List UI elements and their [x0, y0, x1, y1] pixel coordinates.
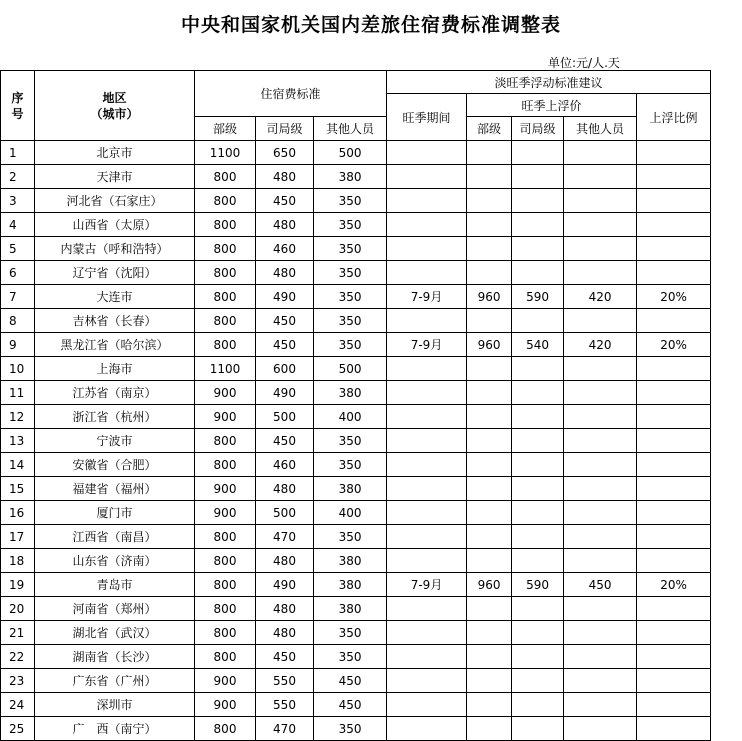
table-row: [1, 693, 711, 717]
cell-peak-bureau: 540: [512, 333, 564, 357]
table-row: [1, 285, 711, 309]
cell-peak-bureau: [512, 141, 564, 165]
cell-others: 350: [314, 621, 387, 645]
cell-others: 450: [314, 693, 387, 717]
cell-dept: 800: [195, 285, 256, 309]
cell-region: 宁波市: [35, 429, 195, 453]
cell-peak-dept: [467, 501, 512, 525]
cell-index: 9: [1, 333, 35, 357]
cell-region: 黑龙江省（哈尔滨）: [35, 333, 195, 357]
cell-ratio: [637, 141, 711, 165]
cell-bureau: 490: [256, 573, 314, 597]
cell-region: 江西省（南昌）: [35, 525, 195, 549]
cell-peak-dept: [467, 621, 512, 645]
cell-index: 11: [1, 381, 35, 405]
cell-peak-others: [564, 189, 637, 213]
cell-peak-period: [387, 213, 467, 237]
cell-dept: 800: [195, 309, 256, 333]
cell-peak-bureau: [512, 381, 564, 405]
cell-peak-dept: [467, 597, 512, 621]
cell-region: 厦门市: [35, 501, 195, 525]
cell-ratio: [637, 189, 711, 213]
table-row: [1, 237, 711, 261]
cell-dept: 900: [195, 405, 256, 429]
cell-ratio: [637, 309, 711, 333]
cell-region: 广东省（广州）: [35, 669, 195, 693]
header-dept: 部级: [195, 117, 256, 141]
cell-bureau: 450: [256, 309, 314, 333]
cell-peak-period: [387, 309, 467, 333]
cell-ratio: [637, 525, 711, 549]
cell-others: 350: [314, 429, 387, 453]
cell-index: 10: [1, 357, 35, 381]
cell-dept: 800: [195, 453, 256, 477]
cell-ratio: [637, 693, 711, 717]
cell-others: 350: [314, 333, 387, 357]
cell-region: 山东省（济南）: [35, 549, 195, 573]
header-ratio: 上浮比例: [637, 94, 711, 141]
cell-others: 350: [314, 645, 387, 669]
cell-peak-period: [387, 357, 467, 381]
cell-dept: 900: [195, 501, 256, 525]
cell-bureau: 550: [256, 669, 314, 693]
cell-dept: 800: [195, 429, 256, 453]
header-index: 序 号: [1, 71, 35, 141]
cell-peak-period: [387, 189, 467, 213]
cell-region: 辽宁省（沈阳）: [35, 261, 195, 285]
cell-others: 380: [314, 549, 387, 573]
cell-bureau: 470: [256, 525, 314, 549]
cell-index: 14: [1, 453, 35, 477]
header-peak-period: 旺季期间: [387, 94, 467, 141]
cell-region: 江苏省（南京）: [35, 381, 195, 405]
cell-peak-bureau: [512, 621, 564, 645]
cell-ratio: [637, 669, 711, 693]
cell-peak-period: [387, 645, 467, 669]
cell-ratio: 20%: [637, 285, 711, 309]
cell-region: 内蒙古（呼和浩特）: [35, 237, 195, 261]
table-row: [1, 717, 711, 741]
cell-peak-bureau: [512, 525, 564, 549]
cell-others: 380: [314, 165, 387, 189]
cell-peak-others: [564, 141, 637, 165]
cell-others: 350: [314, 309, 387, 333]
cell-peak-bureau: [512, 501, 564, 525]
cell-peak-dept: [467, 237, 512, 261]
cell-region: 大连市: [35, 285, 195, 309]
cell-ratio: [637, 597, 711, 621]
cell-peak-period: [387, 237, 467, 261]
cell-peak-period: 7-9月: [387, 285, 467, 309]
cell-peak-others: [564, 525, 637, 549]
cell-ratio: [637, 357, 711, 381]
cell-region: 深圳市: [35, 693, 195, 717]
cell-peak-dept: 960: [467, 285, 512, 309]
cell-peak-dept: 960: [467, 573, 512, 597]
table-row: [1, 189, 711, 213]
cell-peak-others: [564, 501, 637, 525]
cell-peak-others: [564, 549, 637, 573]
cell-index: 5: [1, 237, 35, 261]
page-title: 中央和国家机关国内差旅住宿费标准调整表: [180, 14, 561, 36]
cell-others: 400: [314, 405, 387, 429]
cell-bureau: 470: [256, 717, 314, 741]
cell-peak-dept: [467, 477, 512, 501]
cell-peak-others: [564, 405, 637, 429]
cell-others: 500: [314, 141, 387, 165]
cell-region: 吉林省（长春）: [35, 309, 195, 333]
cell-peak-bureau: [512, 165, 564, 189]
cell-bureau: 650: [256, 141, 314, 165]
cell-peak-dept: [467, 669, 512, 693]
cell-peak-period: 7-9月: [387, 333, 467, 357]
cell-dept: 800: [195, 165, 256, 189]
cell-ratio: [637, 213, 711, 237]
cell-bureau: 460: [256, 453, 314, 477]
cell-bureau: 490: [256, 381, 314, 405]
cell-peak-bureau: [512, 213, 564, 237]
cell-ratio: [637, 237, 711, 261]
cell-peak-period: [387, 381, 467, 405]
cell-peak-period: [387, 621, 467, 645]
cell-peak-others: [564, 453, 637, 477]
cell-peak-period: [387, 453, 467, 477]
cell-index: 7: [1, 285, 35, 309]
cell-peak-others: [564, 477, 637, 501]
cell-dept: 1100: [195, 141, 256, 165]
cell-peak-dept: [467, 645, 512, 669]
table-row: [1, 621, 711, 645]
cell-peak-others: [564, 261, 637, 285]
cell-peak-bureau: [512, 645, 564, 669]
cell-peak-dept: [467, 717, 512, 741]
cell-index: 20: [1, 597, 35, 621]
cell-dept: 1100: [195, 357, 256, 381]
cell-bureau: 480: [256, 597, 314, 621]
cell-region: 天津市: [35, 165, 195, 189]
cell-region: 青岛市: [35, 573, 195, 597]
table-row: [1, 405, 711, 429]
cell-peak-bureau: [512, 453, 564, 477]
cell-dept: 800: [195, 573, 256, 597]
cell-others: 350: [314, 717, 387, 741]
cell-dept: 800: [195, 597, 256, 621]
cell-peak-dept: [467, 405, 512, 429]
cell-peak-period: [387, 597, 467, 621]
cell-peak-bureau: [512, 357, 564, 381]
cell-dept: 800: [195, 645, 256, 669]
cell-index: 2: [1, 165, 35, 189]
cell-bureau: 450: [256, 333, 314, 357]
cell-index: 25: [1, 717, 35, 741]
cell-dept: 900: [195, 669, 256, 693]
cell-index: 12: [1, 405, 35, 429]
cell-ratio: [637, 165, 711, 189]
cell-bureau: 490: [256, 285, 314, 309]
table-row: [1, 261, 711, 285]
cell-ratio: [637, 381, 711, 405]
table-row: [1, 477, 711, 501]
cell-dept: 900: [195, 693, 256, 717]
cell-index: 19: [1, 573, 35, 597]
cell-ratio: [637, 261, 711, 285]
cell-index: 13: [1, 429, 35, 453]
table-row: [1, 549, 711, 573]
cell-dept: 900: [195, 477, 256, 501]
cell-ratio: [637, 453, 711, 477]
cell-peak-others: [564, 429, 637, 453]
cell-peak-dept: [467, 189, 512, 213]
cell-others: 350: [314, 525, 387, 549]
cell-bureau: 480: [256, 549, 314, 573]
cell-peak-dept: [467, 165, 512, 189]
table-row: [1, 165, 711, 189]
cell-ratio: [637, 645, 711, 669]
cell-dept: 800: [195, 525, 256, 549]
cell-peak-others: [564, 693, 637, 717]
cell-others: 380: [314, 381, 387, 405]
cell-bureau: 550: [256, 693, 314, 717]
cell-bureau: 600: [256, 357, 314, 381]
cell-region: 上海市: [35, 357, 195, 381]
cell-dept: 800: [195, 213, 256, 237]
cell-peak-period: [387, 549, 467, 573]
cell-index: 3: [1, 189, 35, 213]
cell-region: 湖南省（长沙）: [35, 645, 195, 669]
cell-peak-others: [564, 357, 637, 381]
cell-peak-bureau: [512, 261, 564, 285]
table-row: [1, 645, 711, 669]
cell-others: 350: [314, 453, 387, 477]
cell-peak-bureau: 590: [512, 285, 564, 309]
table-row: [1, 309, 711, 333]
cell-peak-period: [387, 693, 467, 717]
cell-peak-others: [564, 381, 637, 405]
cell-peak-others: [564, 669, 637, 693]
cell-ratio: 20%: [637, 573, 711, 597]
cell-index: 15: [1, 477, 35, 501]
cell-bureau: 480: [256, 621, 314, 645]
cell-others: 350: [314, 213, 387, 237]
cell-dept: 800: [195, 261, 256, 285]
cell-others: 380: [314, 477, 387, 501]
cell-others: 380: [314, 597, 387, 621]
header-peak-dept: 部级: [467, 117, 512, 141]
cell-index: 17: [1, 525, 35, 549]
cell-peak-others: 420: [564, 333, 637, 357]
cell-index: 8: [1, 309, 35, 333]
cell-others: 350: [314, 285, 387, 309]
cell-peak-period: [387, 501, 467, 525]
cell-peak-dept: [467, 429, 512, 453]
cell-others: 500: [314, 357, 387, 381]
cell-peak-bureau: [512, 477, 564, 501]
cell-ratio: [637, 429, 711, 453]
cell-peak-bureau: [512, 669, 564, 693]
table-row: [1, 381, 711, 405]
cell-peak-period: [387, 405, 467, 429]
cell-ratio: 20%: [637, 333, 711, 357]
table-row: [1, 333, 711, 357]
cell-region: 福建省（福州）: [35, 477, 195, 501]
table-row: [1, 357, 711, 381]
cell-peak-others: [564, 237, 637, 261]
cell-peak-bureau: 590: [512, 573, 564, 597]
cell-peak-dept: [467, 549, 512, 573]
cell-ratio: [637, 405, 711, 429]
cell-others: 350: [314, 189, 387, 213]
cell-peak-others: 420: [564, 285, 637, 309]
cell-dept: 800: [195, 333, 256, 357]
cell-peak-period: [387, 141, 467, 165]
header-peak-others: 其他人员: [564, 117, 637, 141]
cell-region: 浙江省（杭州）: [35, 405, 195, 429]
header-bureau: 司局级: [256, 117, 314, 141]
cell-bureau: 450: [256, 429, 314, 453]
cell-region: 山西省（太原）: [35, 213, 195, 237]
table-row: [1, 501, 711, 525]
cell-region: 广 西（南宁）: [35, 717, 195, 741]
cell-peak-others: [564, 597, 637, 621]
cell-peak-bureau: [512, 597, 564, 621]
cell-peak-dept: [467, 357, 512, 381]
cell-peak-dept: [467, 381, 512, 405]
cell-region: 河北省（石家庄）: [35, 189, 195, 213]
cell-peak-bureau: [512, 429, 564, 453]
lodging-standards-table: [0, 70, 711, 741]
header-region: 地区 （城市）: [35, 71, 195, 141]
cell-peak-others: [564, 309, 637, 333]
cell-ratio: [637, 477, 711, 501]
cell-peak-dept: [467, 213, 512, 237]
cell-bureau: 480: [256, 477, 314, 501]
header-peak-bureau: 司局级: [512, 117, 564, 141]
cell-index: 6: [1, 261, 35, 285]
cell-index: 22: [1, 645, 35, 669]
cell-region: 安徽省（合肥）: [35, 453, 195, 477]
cell-peak-period: [387, 165, 467, 189]
header-others: 其他人员: [314, 117, 387, 141]
cell-peak-dept: [467, 261, 512, 285]
cell-ratio: [637, 549, 711, 573]
cell-peak-period: [387, 717, 467, 741]
cell-peak-dept: [467, 525, 512, 549]
cell-peak-dept: [467, 693, 512, 717]
cell-peak-period: 7-9月: [387, 573, 467, 597]
cell-bureau: 460: [256, 237, 314, 261]
cell-index: 24: [1, 693, 35, 717]
cell-peak-bureau: [512, 405, 564, 429]
cell-peak-dept: [467, 309, 512, 333]
cell-index: 23: [1, 669, 35, 693]
cell-peak-period: [387, 669, 467, 693]
cell-index: 4: [1, 213, 35, 237]
cell-peak-others: [564, 645, 637, 669]
cell-index: 21: [1, 621, 35, 645]
cell-bureau: 480: [256, 261, 314, 285]
cell-peak-others: [564, 717, 637, 741]
cell-peak-period: [387, 477, 467, 501]
cell-peak-others: 450: [564, 573, 637, 597]
cell-bureau: 500: [256, 501, 314, 525]
cell-index: 1: [1, 141, 35, 165]
cell-ratio: [637, 621, 711, 645]
table-row: [1, 669, 711, 693]
cell-region: 湖北省（武汉）: [35, 621, 195, 645]
cell-peak-period: [387, 525, 467, 549]
cell-peak-period: [387, 429, 467, 453]
cell-index: 18: [1, 549, 35, 573]
table-row: [1, 525, 711, 549]
cell-ratio: [637, 501, 711, 525]
cell-bureau: 500: [256, 405, 314, 429]
cell-peak-bureau: [512, 189, 564, 213]
cell-others: 450: [314, 669, 387, 693]
cell-dept: 800: [195, 189, 256, 213]
table-row: [1, 573, 711, 597]
cell-region: 河南省（郑州）: [35, 597, 195, 621]
cell-peak-bureau: [512, 693, 564, 717]
cell-bureau: 480: [256, 213, 314, 237]
cell-dept: 800: [195, 237, 256, 261]
table-row: [1, 141, 711, 165]
cell-bureau: 450: [256, 645, 314, 669]
cell-peak-others: [564, 621, 637, 645]
table-row: [1, 429, 711, 453]
cell-others: 400: [314, 501, 387, 525]
cell-peak-others: [564, 213, 637, 237]
table-row: [1, 213, 711, 237]
cell-peak-period: [387, 261, 467, 285]
cell-peak-bureau: [512, 549, 564, 573]
cell-bureau: 480: [256, 165, 314, 189]
unit-label: 单位:元/人.天: [548, 56, 620, 70]
cell-peak-dept: [467, 141, 512, 165]
table-row: [1, 453, 711, 477]
cell-peak-others: [564, 165, 637, 189]
table-row: [1, 597, 711, 621]
cell-dept: 800: [195, 717, 256, 741]
cell-index: 16: [1, 501, 35, 525]
cell-peak-dept: [467, 453, 512, 477]
cell-others: 380: [314, 573, 387, 597]
cell-peak-bureau: [512, 717, 564, 741]
cell-dept: 800: [195, 621, 256, 645]
header-offpeak: 淡旺季浮动标准建议: [387, 71, 711, 94]
cell-ratio: [637, 717, 711, 741]
header-peak-price: 旺季上浮价: [467, 94, 637, 117]
cell-bureau: 450: [256, 189, 314, 213]
cell-peak-dept: 960: [467, 333, 512, 357]
cell-region: 北京市: [35, 141, 195, 165]
cell-others: 350: [314, 237, 387, 261]
cell-peak-bureau: [512, 309, 564, 333]
cell-dept: 800: [195, 549, 256, 573]
header-lodging: 住宿费标准: [195, 71, 387, 117]
cell-dept: 900: [195, 381, 256, 405]
cell-peak-bureau: [512, 237, 564, 261]
cell-others: 350: [314, 261, 387, 285]
